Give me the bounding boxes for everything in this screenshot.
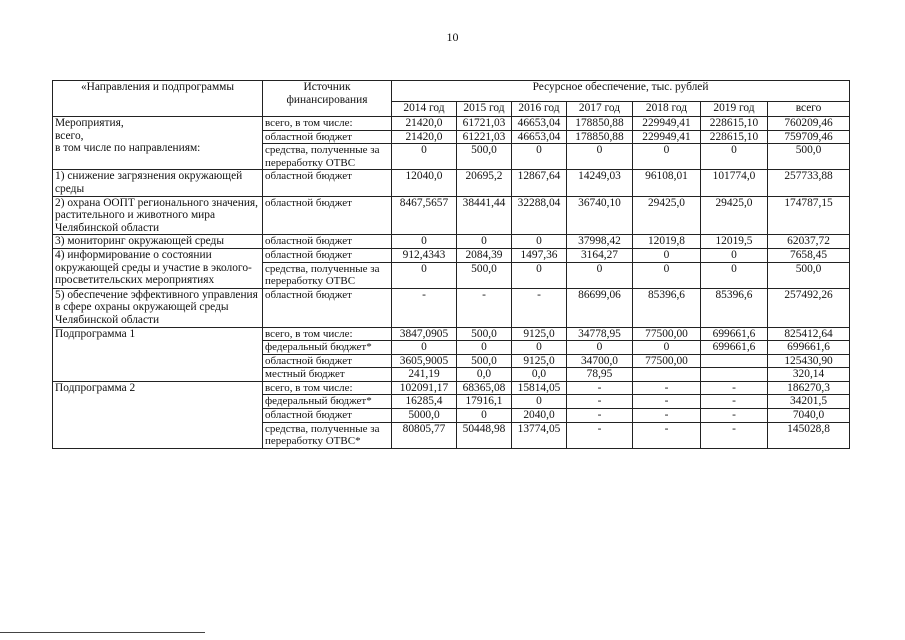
page-number: 10 xyxy=(446,30,459,44)
value-cell: 699661,6 xyxy=(701,341,768,355)
value-cell xyxy=(633,368,701,382)
header-year: 2015 год xyxy=(457,102,512,117)
direction-name: 5) обеспечение эффективного управления в сфере охраны окружающей среды Челябинской области xyxy=(53,288,263,327)
value-cell: 0 xyxy=(701,262,768,288)
funding-source: областной бюджет xyxy=(263,248,392,262)
direction-name: Мероприятия, всего, в том числе по направлениям: xyxy=(53,117,263,170)
funding-source: средства, полученные за переработку ОТВС* xyxy=(263,422,392,448)
funding-source: средства, полученные за переработку ОТВС xyxy=(263,144,392,170)
value-cell: 68365,08 xyxy=(457,381,512,395)
value-cell: - xyxy=(633,409,701,423)
value-cell: 241,19 xyxy=(392,368,457,382)
value-cell: 17916,1 xyxy=(457,395,512,409)
value-cell: - xyxy=(701,422,768,448)
value-cell: 0 xyxy=(457,341,512,355)
value-cell: 0 xyxy=(457,409,512,423)
funding-source: областной бюджет xyxy=(263,170,392,196)
value-cell: 38441,44 xyxy=(457,196,512,235)
value-cell: 0 xyxy=(701,248,768,262)
value-cell: 0 xyxy=(457,235,512,249)
value-cell: 2040,0 xyxy=(512,409,567,423)
value-cell: 0 xyxy=(633,341,701,355)
value-cell: 12867,64 xyxy=(512,170,567,196)
value-cell: 3164,27 xyxy=(567,248,633,262)
value-cell: - xyxy=(633,422,701,448)
header-year: 2017 год xyxy=(567,102,633,117)
value-cell: 912,4343 xyxy=(392,248,457,262)
value-cell: - xyxy=(512,288,567,327)
value-cell: 80805,77 xyxy=(392,422,457,448)
value-cell: 61221,03 xyxy=(457,130,512,144)
value-cell: 0 xyxy=(512,235,567,249)
value-total: 320,14 xyxy=(768,368,850,382)
value-cell: 101774,0 xyxy=(701,170,768,196)
table-row xyxy=(53,196,850,235)
value-total: 500,0 xyxy=(768,262,850,288)
value-cell: 0 xyxy=(567,262,633,288)
funding-source: всего, в том числе: xyxy=(263,381,392,395)
value-total: 257492,26 xyxy=(768,288,850,327)
direction-name: 2) охрана ООПТ регионального значения, растительного и животного мира Челябинской области xyxy=(53,196,263,235)
value-cell: 50448,98 xyxy=(457,422,512,448)
value-cell: 0,0 xyxy=(512,368,567,382)
value-cell: - xyxy=(457,288,512,327)
value-cell: 0 xyxy=(512,144,567,170)
value-cell: 178850,88 xyxy=(567,130,633,144)
value-cell: 0 xyxy=(512,395,567,409)
value-total: 825412,64 xyxy=(768,327,850,341)
value-cell: 29425,0 xyxy=(701,196,768,235)
table-row xyxy=(53,381,850,395)
value-cell: 21420,0 xyxy=(392,130,457,144)
table-row xyxy=(53,170,850,196)
value-cell: - xyxy=(633,381,701,395)
value-cell: 8467,5657 xyxy=(392,196,457,235)
value-total: 174787,15 xyxy=(768,196,850,235)
funding-source: областной бюджет xyxy=(263,130,392,144)
value-cell: - xyxy=(567,381,633,395)
header-total: всего xyxy=(768,102,850,117)
direction-name: Подпрограмма 2 xyxy=(53,381,263,448)
value-cell: 5000,0 xyxy=(392,409,457,423)
value-cell: 0 xyxy=(512,341,567,355)
funding-source: областной бюджет xyxy=(263,196,392,235)
funding-source: всего, в том числе: xyxy=(263,327,392,341)
direction-name: Подпрограмма 1 xyxy=(53,327,263,381)
value-cell: 102091,17 xyxy=(392,381,457,395)
value-total: 125430,90 xyxy=(768,354,850,368)
value-cell: 77500,00 xyxy=(633,354,701,368)
value-cell: 85396,6 xyxy=(701,288,768,327)
value-cell: 46653,04 xyxy=(512,117,567,131)
value-cell: 0 xyxy=(392,341,457,355)
table-header xyxy=(53,81,850,117)
value-cell: 96108,01 xyxy=(633,170,701,196)
value-cell: 12040,0 xyxy=(392,170,457,196)
value-total: 62037,72 xyxy=(768,235,850,249)
funding-source: федеральный бюджет* xyxy=(263,395,392,409)
funding-source: областной бюджет xyxy=(263,235,392,249)
funding-source: всего, в том числе: xyxy=(263,117,392,131)
value-cell: 0 xyxy=(633,262,701,288)
value-cell: - xyxy=(701,395,768,409)
value-cell xyxy=(701,368,768,382)
value-cell: 228615,10 xyxy=(701,117,768,131)
value-cell: 9125,0 xyxy=(512,327,567,341)
value-cell: 29425,0 xyxy=(633,196,701,235)
value-cell: 1497,36 xyxy=(512,248,567,262)
funding-source: местный бюджет xyxy=(263,368,392,382)
value-cell: 77500,00 xyxy=(633,327,701,341)
value-cell: 37998,42 xyxy=(567,235,633,249)
funding-source: средства, полученные за переработку ОТВС xyxy=(263,262,392,288)
value-cell: 14249,03 xyxy=(567,170,633,196)
value-cell: 9125,0 xyxy=(512,354,567,368)
value-cell: 0 xyxy=(392,144,457,170)
value-total: 145028,8 xyxy=(768,422,850,448)
direction-name: 3) мониторинг окружающей среды xyxy=(53,235,263,249)
value-cell: 86699,06 xyxy=(567,288,633,327)
value-cell: 0 xyxy=(633,248,701,262)
value-total: 759709,46 xyxy=(768,130,850,144)
value-cell: 20695,2 xyxy=(457,170,512,196)
header-source: Источник финансирования xyxy=(263,81,392,117)
funding-source: областной бюджет xyxy=(263,354,392,368)
resource-table xyxy=(52,80,850,449)
value-cell: - xyxy=(392,288,457,327)
value-cell: 85396,6 xyxy=(633,288,701,327)
value-total: 760209,46 xyxy=(768,117,850,131)
table-row xyxy=(53,248,850,262)
table-row xyxy=(53,288,850,327)
table-body xyxy=(53,117,850,449)
value-cell: 61721,03 xyxy=(457,117,512,131)
value-total: 699661,6 xyxy=(768,341,850,355)
funding-source: федеральный бюджет* xyxy=(263,341,392,355)
value-total: 34201,5 xyxy=(768,395,850,409)
header-year: 2019 год xyxy=(701,102,768,117)
value-cell: 12019,5 xyxy=(701,235,768,249)
value-cell: 0 xyxy=(701,144,768,170)
value-cell: - xyxy=(633,395,701,409)
value-cell: 0,0 xyxy=(457,368,512,382)
value-cell: 12019,8 xyxy=(633,235,701,249)
value-cell: 34778,95 xyxy=(567,327,633,341)
value-cell: 16285,4 xyxy=(392,395,457,409)
value-cell: 229949,41 xyxy=(633,130,701,144)
value-cell: 0 xyxy=(392,262,457,288)
value-cell: 500,0 xyxy=(457,144,512,170)
direction-name: 1) снижение загрязнения окружающей среды xyxy=(53,170,263,196)
value-cell: 500,0 xyxy=(457,354,512,368)
value-cell: 0 xyxy=(567,341,633,355)
value-cell: 228615,10 xyxy=(701,130,768,144)
value-total: 7658,45 xyxy=(768,248,850,262)
value-cell: 78,95 xyxy=(567,368,633,382)
value-cell: 0 xyxy=(633,144,701,170)
value-cell: 0 xyxy=(512,262,567,288)
value-cell: 3847,0905 xyxy=(392,327,457,341)
value-cell xyxy=(701,354,768,368)
table-row xyxy=(53,327,850,341)
value-cell: 34700,0 xyxy=(567,354,633,368)
value-cell: 0 xyxy=(392,235,457,249)
table-row xyxy=(53,235,850,249)
value-total: 257733,88 xyxy=(768,170,850,196)
value-cell: - xyxy=(567,422,633,448)
value-cell: 699661,6 xyxy=(701,327,768,341)
value-cell: 2084,39 xyxy=(457,248,512,262)
table-row xyxy=(53,117,850,131)
footnote-rule xyxy=(0,632,205,633)
value-cell: 0 xyxy=(567,144,633,170)
value-cell: - xyxy=(567,409,633,423)
value-cell: 3605,9005 xyxy=(392,354,457,368)
value-cell: 36740,10 xyxy=(567,196,633,235)
value-cell: 13774,05 xyxy=(512,422,567,448)
value-cell: 21420,0 xyxy=(392,117,457,131)
value-cell: - xyxy=(701,409,768,423)
value-cell: 500,0 xyxy=(457,262,512,288)
header-year: 2016 год xyxy=(512,102,567,117)
value-total: 500,0 xyxy=(768,144,850,170)
value-cell: 32288,04 xyxy=(512,196,567,235)
value-total: 186270,3 xyxy=(768,381,850,395)
value-total: 7040,0 xyxy=(768,409,850,423)
value-cell: 178850,88 xyxy=(567,117,633,131)
header-year: 2014 год xyxy=(392,102,457,117)
header-year: 2018 год xyxy=(633,102,701,117)
value-cell: 500,0 xyxy=(457,327,512,341)
value-cell: - xyxy=(701,381,768,395)
funding-source: областной бюджет xyxy=(263,409,392,423)
header-directions: «Направления и подпрограммы xyxy=(53,81,263,117)
value-cell: 229949,41 xyxy=(633,117,701,131)
value-cell: - xyxy=(567,395,633,409)
funding-source: областной бюджет xyxy=(263,288,392,327)
direction-name: 4) информирование о состоянии окружающей среды и участие в эколого-просветительских мероприятиях xyxy=(53,248,263,288)
header-resources: Ресурсное обеспечение, тыс. рублей xyxy=(392,81,850,102)
value-cell: 15814,05 xyxy=(512,381,567,395)
value-cell: 46653,04 xyxy=(512,130,567,144)
